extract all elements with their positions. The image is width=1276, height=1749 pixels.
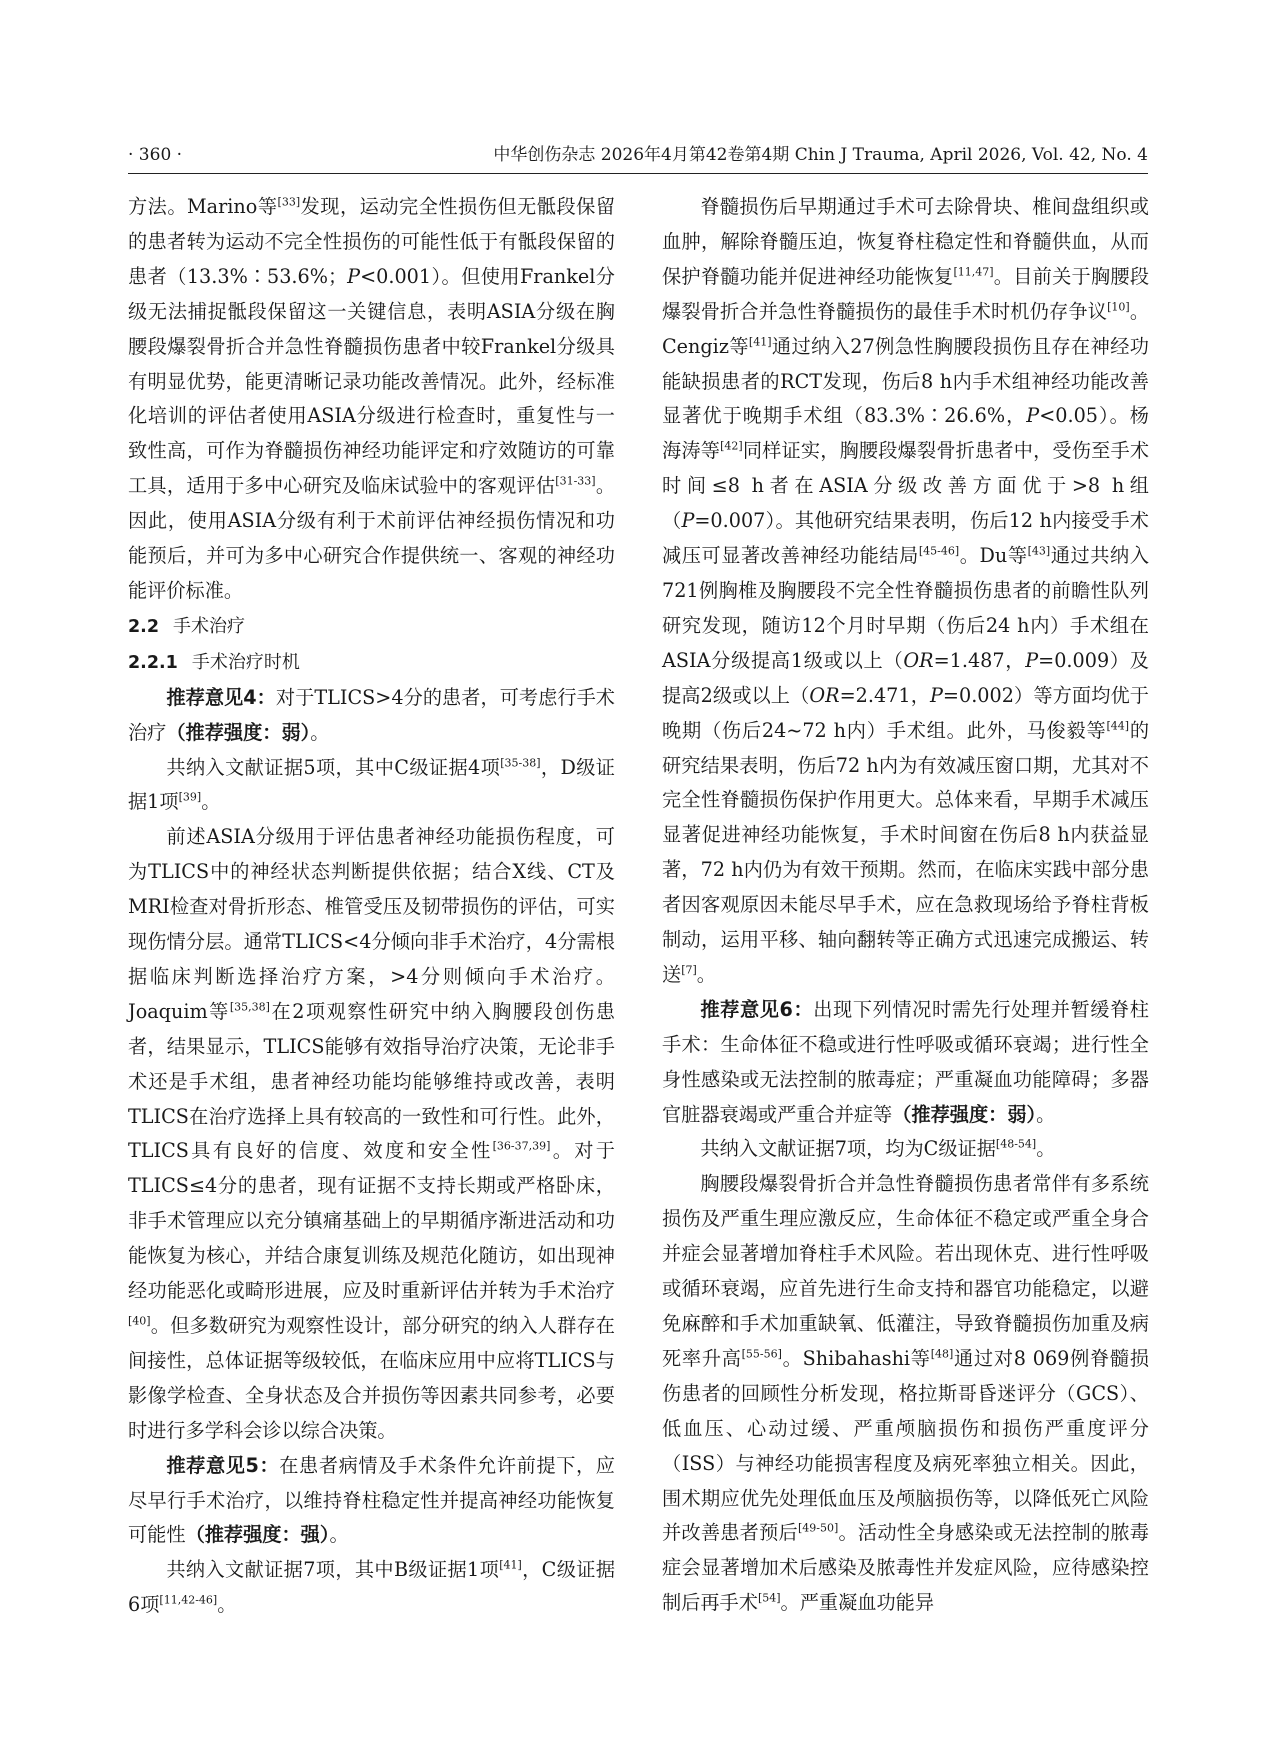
evidence-4: 共纳入文献证据5项，其中C级证据4项[35-38]，D级证据1项[39]。 [128, 755, 615, 814]
paragraph: 方法。Marino等[33]发现，运动完全性损伤但无骶段保留的患者转为运动不完全性损伤的可能性低于有骶段保留的患者（13.3%∶53.6%；P<0.001）。但使用Frankel分级无法捕捉骶段保留这一关键信息，表明ASIA分级在胸腰段爆裂骨折合并急性脊髓损伤患者中较Frankel分级具有明显优势，能更清晰记录功能改善情况。此外，经标准化培训的评估者使用ASIA分级进行检查时，重复性与一致性高，可作为脊髓损伤神经功能评定和疗效随访的可靠工具，适用于多中心研究及临床试验中的客观评估[31-33]。因此，使用ASIA分级有利于术前评估神经损伤情况和功能预后，并可为多中心研究合作提供统一、客观的神经功能评价标准。 [128, 195, 616, 602]
evidence-5: 共纳入文献证据7项，其中B级证据1项[41]，C级证据6项[11,42-46]。 [128, 1558, 616, 1617]
evidence-6: 共纳入文献证据7项，均为C级证据[48-54]。 [700, 1137, 1056, 1161]
paragraph: 胸腰段爆裂骨折合并急性脊髓损伤患者常伴有多系统损伤及严重生理应激反应，生命体征不稳定或严重全身合并症会显著增加脊柱手术风险。若出现休克、进行性呼吸或循环衰竭，应首先进行生命支持和器官功能稳定，以避免麻醉和手术加重缺氧、低灌注，导致脊髓损伤加重及病死率升高[55-56]。Shibahashi等[48]通过对8 069例脊髓损伤患者的回顾性分析发现，格拉斯哥昏迷评分（GCS）、低血压、心动过缓、严重颅脑损伤和损伤严重度评分（ISS）与神经功能损害程度及病死率独立相关。因此，围术期应优先处理低血压及颅脑损伤等，以降低死亡风险并改善患者预后[49-50]。活动性全身感染或无法控制的脓毒症会显著增加术后感染及脓毒性并发症风险，应待感染控制后再手术[54]。严重凝血功能异 [662, 1172, 1150, 1615]
recommendation-6: 推荐意见6：出现下列情况时需先行处理并暂缓脊柱手术：生命体征不稳或进行性呼吸或循环衰竭；进行性全身性感染或无法控制的脓毒症；严重凝血功能障碍；多器官脏器衰竭或严重合并症等（推荐强度：弱）。 [662, 997, 1149, 1126]
journal-citation: 中华创伤杂志 2026年4月第42卷第4期 Chin J Trauma, April 2026, Vol. 42, No. 4 [493, 145, 1148, 165]
left-column [128, 190, 615, 1623]
header-rule [128, 173, 1148, 174]
section-heading-2-2: 2.2 手术治疗 [128, 615, 246, 637]
paragraph: 前述ASIA分级用于评估患者神经功能损伤程度，可为TLICS中的神经状态判断提供依据；结合X线、CT及MRI检查对骨折形态、椎管受压及韧带损伤的评估，可实现伤情分层。通常TLICS<4分倾向非手术治疗，4分需根据临床判断选择治疗方案，>4分则倾向手术治疗。Joaquim等[35,38]在2项观察性研究中纳入胸腰段创伤患者，结果显示，TLICS能够有效指导治疗决策，无论非手术还是手术组，患者神经功能均能够维持或改善，表明TLICS在治疗选择上具有较高的一致性和可行性。此外，TLICS具有良好的信度、效度和安全性[36-37,39]。对于TLICS≤4分的患者，现有证据不支持长期或严格卧床，非手术管理应以充分镇痛基础上的早期循序渐进活动和功能恢复为核心，并结合康复训练及规范化随访，如出现神经功能恶化或畸形进展，应及时重新评估并转为手术治疗[40]。但多数研究为观察性设计，部分研究的纳入人群存在间接性，总体证据等级较低，在临床应用中应将TLICS与影像学检查、全身状态及合并损伤等因素共同参考，必要时进行多学科会诊以综合决策。 [128, 825, 615, 1442]
running-header [128, 140, 1148, 170]
recommendation-4: 推荐意见4：对于TLICS>4分的患者，可考虑行手术治疗（推荐强度：弱）。 [128, 685, 615, 744]
page-number: · 360 · [128, 145, 183, 165]
paragraph: 脊髓损伤后早期通过手术可去除骨块、椎间盘组织或血肿，解除脊髓压迫，恢复脊柱稳定性和脊髓供血，从而保护脊髓功能并促进神经功能恢复[11,47]。目前关于胸腰段爆裂骨折合并急性脊髓损伤的最佳手术时机仍存争议[10]。Cengiz等[41]通过纳入27例急性胸腰段损伤且存在神经功能缺损患者的RCT发现，伤后8 h内手术组神经功能改善显著优于晚期手术组（83.3%∶26.6%，P<0.05）。杨海涛等[42]同样证实，胸腰段爆裂骨折患者中，受伤至手术时间≤8 h者在ASIA分级改善方面优于>8 h组（P=0.007）。其他研究结果表明，伤后12 h内接受手术减压可显著改善神经功能结局[45-46]。Du等[43]通过共纳入721例胸椎及胸腰段不完全性脊髓损伤患者的前瞻性队列研究发现，随访12个月时早期（伤后24 h内）手术组在ASIA分级提高1级或以上（OR=1.487，P=0.009）及提高2级或以上（OR=2.471，P=0.002）等方面均优于晚期（伤后24~72 h内）手术组。此外，马俊毅等[44]的研究结果表明，伤后72 h内为有效减压窗口期，尤其对不完全性脊髓损伤保护作用更大。总体来看，早期手术减压显著促进神经功能恢复，手术时间窗在伤后8 h内获益显著，72 h内仍为有效干预期。然而，在临床实践中部分患者因客观原因未能尽早手术，应在急救现场给予脊柱背板制动，运用平移、轴向翻转等正确方式迅速完成搬运、转送[7]。 [662, 195, 1150, 986]
recommendation-5: 推荐意见5：在患者病情及手术条件允许前提下，应尽早行手术治疗，以维持脊柱稳定性并提高神经功能恢复可能性（推荐强度：强）。 [128, 1453, 615, 1547]
right-column [662, 190, 1149, 1621]
section-heading-2-2-1: 2.2.1 手术治疗时机 [128, 651, 300, 673]
